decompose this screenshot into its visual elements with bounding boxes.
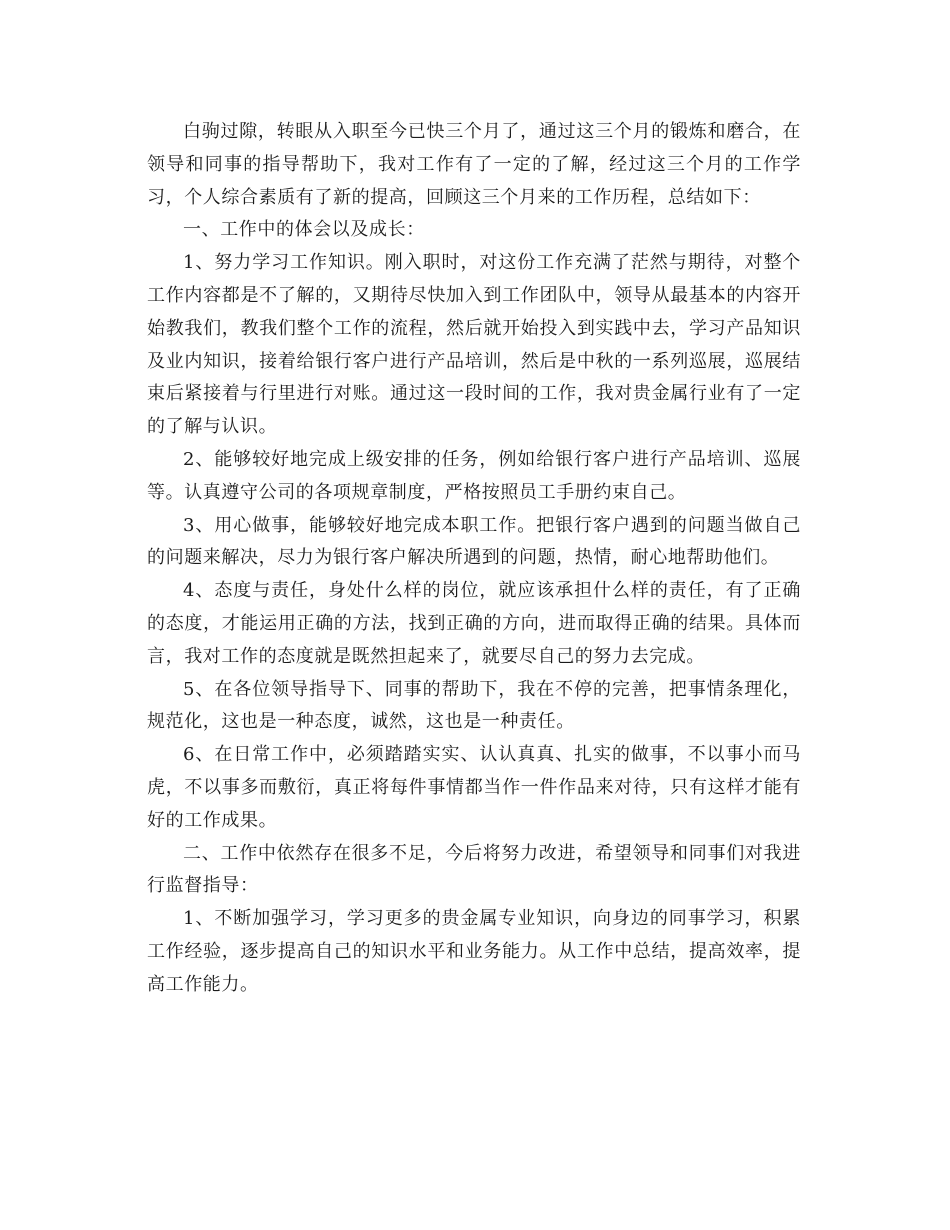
- paragraph-item-5: 5、在各位领导指导下、同事的帮助下，我在不停的完善，把事情条理化，规范化，这也是一种态度，诚然，这也是一种责任。: [147, 678, 801, 733]
- paragraph-item-2: 2、能够较好地完成上级安排的任务，例如给银行客户进行产品培训、巡展等。认真遵守公司的各项规章制度，严格按照员工手册约束自己。: [147, 448, 801, 503]
- section-heading-2: 二、工作中依然存在很多不足，今后将努力改进，希望领导和同事们对我进行监督指导：: [147, 842, 801, 897]
- paragraph-item-4: 4、态度与责任，身处什么样的岗位，就应该承担什么样的责任，有了正确的态度，才能运用正确的方法，找到正确的方向，进而取得正确的结果。具体而言，我对工作的态度就是既然担起来了，就要尽自己的努力去完成。: [147, 580, 801, 667]
- paragraph-intro: 白驹过隙，转眼从入职至今已快三个月了，通过这三个月的锻炼和磨合，在领导和同事的指导帮助下，我对工作有了一定的了解，经过这三个月的工作学习，个人综合素质有了新的提高，回顾这三个月来的工作历程，总结如下：: [147, 121, 801, 208]
- section-heading-1: 一、工作中的体会以及成长：: [183, 219, 425, 241]
- paragraph-improve-1: 1、不断加强学习，学习更多的贵金属专业知识，向身边的同事学习，积累工作经验，逐步提高自己的知识水平和业务能力。从工作中总结，提高效率，提高工作能力。: [147, 908, 801, 995]
- paragraph-item-1: 1、努力学习工作知识。刚入职时，对这份工作充满了茫然与期待，对整个工作内容都是不了解的，又期待尽快加入到工作团队中，领导从最基本的内容开始教我们，教我们整个工作的流程，然后就开始投入到实践中去，学习产品知识及业内知识，接着给银行客户进行产品培训，然后是中秋的一系列巡展，巡展结束后紧接着与行里进行对账。通过这一段时间的工作，我对贵金属行业有了一定的了解与认识。: [147, 252, 801, 438]
- paragraph-item-6: 6、在日常工作中，必须踏踏实实、认认真真、扎实的做事，不以事小而马虎，不以事多而敷衍，真正将每件事情都当作一件作品来对待，只有这样才能有好的工作成果。: [147, 744, 801, 831]
- document-body: [147, 116, 801, 1002]
- paragraph-item-3: 3、用心做事，能够较好地完成本职工作。把银行客户遇到的问题当做自己的问题来解决，尽力为银行客户解决所遇到的问题，热情，耐心地帮助他们。: [147, 514, 801, 569]
